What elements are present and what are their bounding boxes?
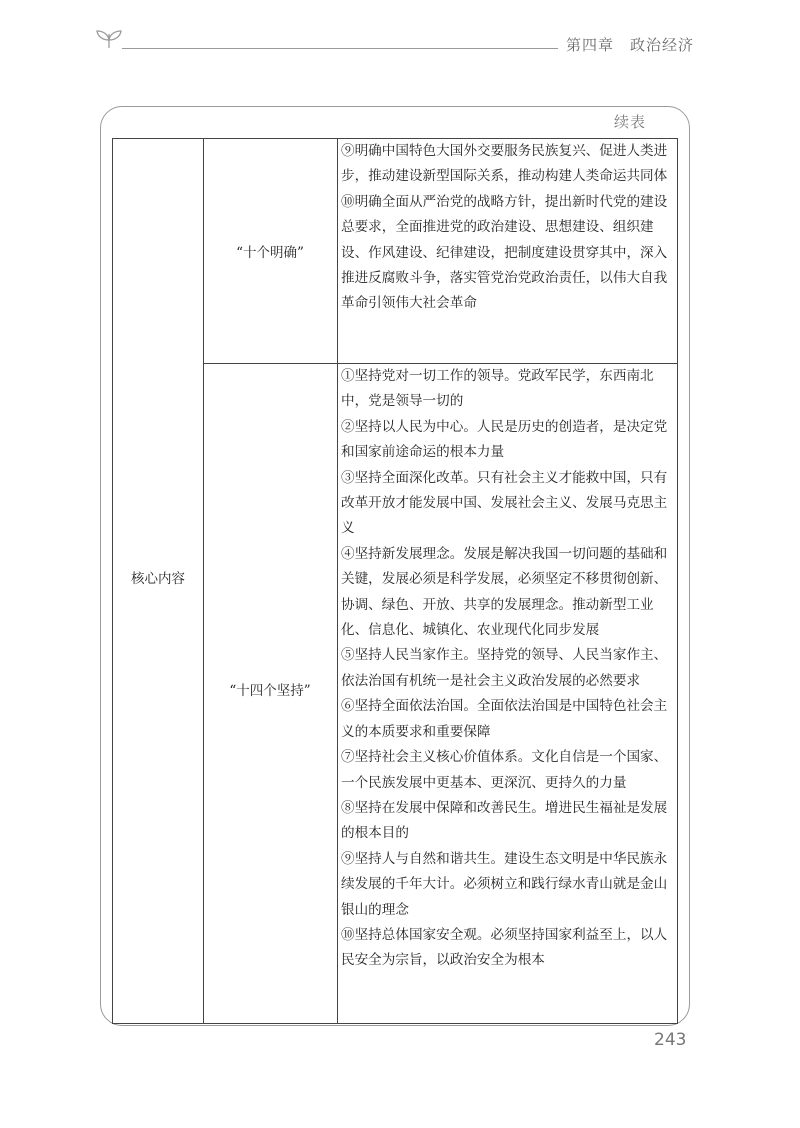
list-item: ⑩坚持总体国家安全观。必须坚持国家利益至上，以人民安全为宗旨，以政治安全为根本 bbox=[341, 926, 668, 969]
list-item: ②坚持以人民为中心。人民是历史的创造者，是决定党和国家前途命运的根本力量 bbox=[341, 418, 668, 461]
list-item: ⑦坚持社会主义核心价值体系。文化自信是一个国家、一个民族发展中更基本、更深沉、更持久的力量 bbox=[341, 749, 668, 791]
table-continued-label: 续表 bbox=[614, 113, 647, 131]
list-item: ⑤坚持人民当家作主。坚持党的领导、人民当家作主、依法治国有机统一是社会主义政治发展的必然要求 bbox=[341, 647, 668, 689]
section-label-fourteen-adherences: “十四个坚持” bbox=[229, 683, 311, 699]
list-item: ③坚持全面深化改革。只有社会主义才能救中国，只有改革开放才能发展中国、发展社会主义、发展马克思主义 bbox=[341, 469, 668, 537]
list-item: ⑧坚持在发展中保障和改善民生。增进民生福祉是发展的根本目的 bbox=[341, 799, 668, 842]
section-content-ten-clarifications bbox=[341, 139, 673, 317]
list-item: ④坚持新发展理念。发展是解决我国一切问题的基础和关键，发展必须是科学发展，必须坚定不移贯彻创新、协调、绿色、开放、共享的发展理念。推动新型工业化、信息化、城镇化、农业现代化同步发展 bbox=[341, 545, 668, 639]
leaf-icon bbox=[92, 28, 126, 50]
list-item: ⑩明确全面从严治党的战略方针，提出新时代党的建设总要求，全面推进党的政治建设、思想建设、组织建设、作风建设、纪律建设，把制度建设贯穿其中，深入推进反腐败斗争，落实管党治党政治责任，以伟大自我革命引领伟大社会革命 bbox=[341, 193, 668, 312]
column-divider bbox=[337, 139, 338, 1023]
list-item: ⑨坚持人与自然和谐共生。建设生态文明是中华民族永续发展的千年大计。必须树立和践行绿水青山就是金山银山的理念 bbox=[341, 850, 668, 918]
section-content-fourteen-adherences bbox=[341, 364, 673, 974]
section-label-ten-clarifications: “十个明确” bbox=[236, 245, 304, 261]
list-item: ①坚持党对一切工作的领导。党政军民学，东西南北中，党是领导一切的 bbox=[341, 368, 654, 410]
header-divider bbox=[122, 48, 558, 49]
chapter-title: 第四章 政治经济 bbox=[566, 36, 695, 54]
list-item: ⑥坚持全面依法治国。全面依法治国是中国特色社会主义的本质要求和重要保障 bbox=[341, 698, 668, 740]
row-label-core-content: 核心内容 bbox=[131, 571, 185, 587]
list-item: ⑨明确中国特色大国外交要服务民族复兴、促进人类进步，推动建设新型国际关系，推动构建人类命运共同体 bbox=[341, 143, 668, 185]
page-number: 243 bbox=[654, 1030, 687, 1050]
column-divider bbox=[203, 139, 204, 1023]
content-table bbox=[112, 138, 678, 1024]
